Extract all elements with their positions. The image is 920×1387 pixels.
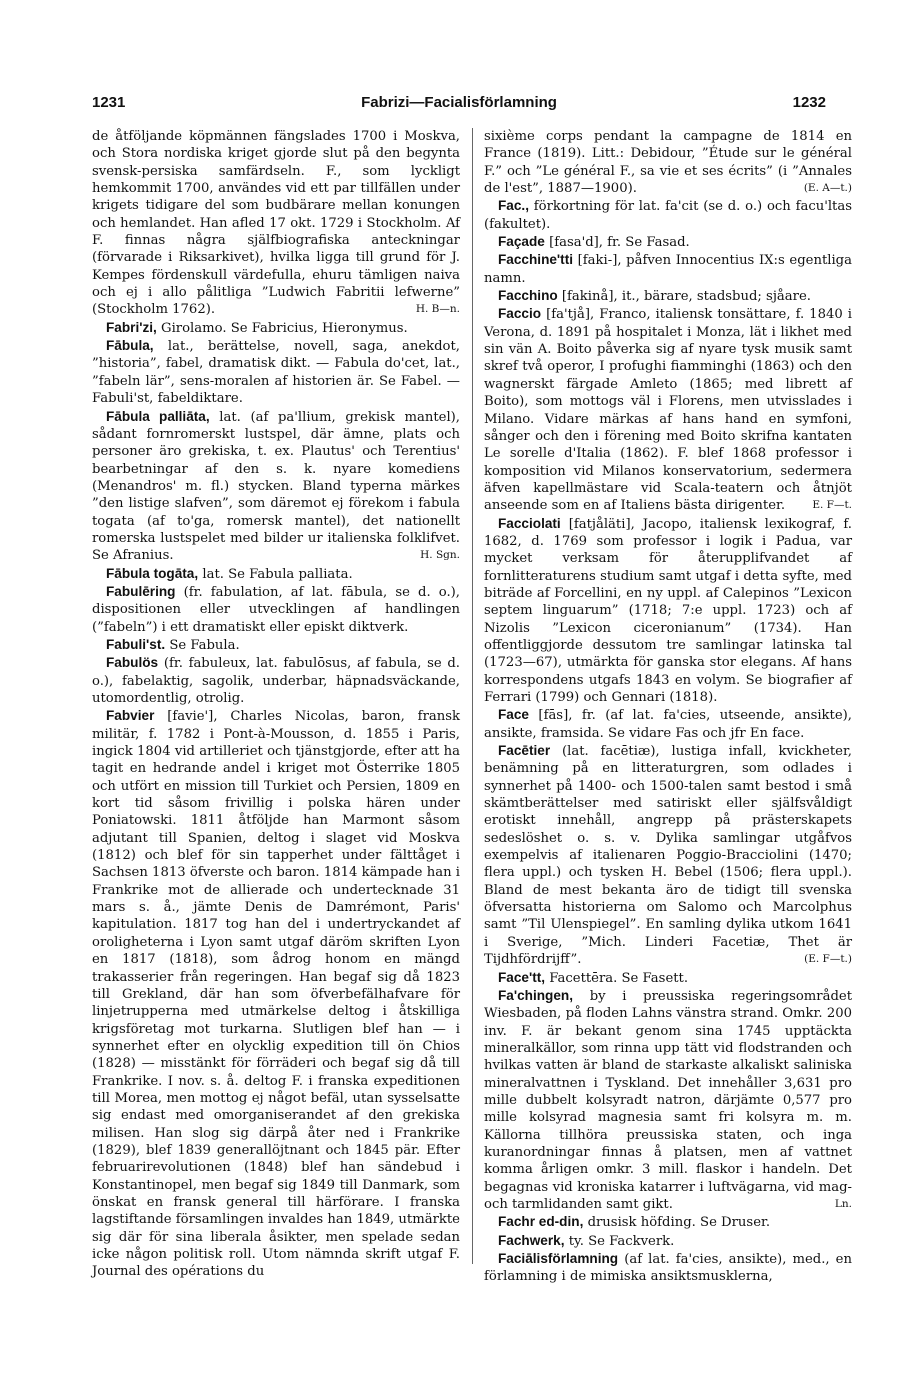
entry-text: Girolamo. Se Fabricius, Hieronymus. <box>161 320 408 336</box>
entry-headword: Fabulös <box>106 655 159 671</box>
entry-headword: Fabri'zi, <box>106 319 157 335</box>
entry-text: förkortning för lat. fa'cit (se d. o.) och facu'ltas (fakultet). <box>484 199 852 232</box>
entry-text: sixième corps pendant la campagne de 1814 en France (1819). Litt.: Debidour, ”Étude sur le général F.” och ”Le général F., sa vie et ses écrits” (i ”Annales de l'est”, 1887—1900). <box>484 129 852 197</box>
author-signature: H. B—n. <box>415 303 460 316</box>
left-column <box>92 128 460 1281</box>
entry-headword: Fabuli'st. <box>106 636 166 652</box>
author-signature: (E. A—t.) <box>803 182 852 195</box>
dictionary-entry <box>484 251 852 287</box>
entry-text: (af lat. fa'cies, ansikte), med., en förlamning i de mimiska ansiktsmusklerna, <box>484 1252 852 1285</box>
entry-text: [fās], fr. (af lat. fa'cies, utseende, ansikte), ansikte, framsida. Se vidare Fas och jfr En face. <box>484 708 852 741</box>
entry-text: de åtföljande köpmännen fängslades 1700 i Moskva, och Stora nordiska kriget gjorde slut på den begynta svensk-persiska samfärdseln. F., som lyckligt hemkommit 1700, användes vid ett par tillfällen under krigets tidigare del som budbärare mellan konungen och hemlandet. Han afled 17 okt. 1729 i Stockholm. Af F. finnas några själfbiografiska anteckningar (förvarade i Riksarkivet), hvilka ligga till grund för J. Kempes fördenskull värdefulla, ehuru tämligen naiva och ej i allo pålitliga ”Ludwich Fabritii lefwerne” (Stockholm 1762). <box>92 129 460 318</box>
dictionary-entry <box>484 305 852 514</box>
dictionary-entry <box>484 969 852 987</box>
dictionary-entry <box>92 337 460 407</box>
author-signature: H. Sgn. <box>420 549 460 562</box>
dictionary-entry <box>92 408 460 565</box>
dictionary-entry <box>484 128 852 197</box>
entry-text: lat. Se Fabula palliata. <box>202 566 353 582</box>
dictionary-entry <box>92 565 460 583</box>
entry-headword: Fa'chingen, <box>498 987 573 1003</box>
entry-text: Facettēra. Se Fasett. <box>549 970 689 986</box>
author-signature: Ln. <box>834 1197 852 1210</box>
dictionary-entry <box>484 515 852 707</box>
dictionary-entry <box>92 654 460 707</box>
entry-text: lat. (af pa'llium, grekisk mantel), sådant fornromerskt lustspel, där ämne, plats och personer äro grekiska, t. ex. Plautus' och Terentius' bearbetningar af den s. k. nyare komediens (Menandros' m. fl.) stycken. Bland typerna märkes ”den listige slafven”, som däremot ej förekom i fabula togata (af to'ga, romersk mantel), det nationellt romerska lustspelet med bilder ur italienska folklifvet. Se Afranius. <box>92 409 460 564</box>
entry-headword: Face <box>498 707 529 723</box>
entry-headword: Face'tt, <box>498 969 546 985</box>
dictionary-entry <box>484 287 852 305</box>
entry-headword: Fābula palliāta, <box>106 408 210 424</box>
dictionary-entry <box>92 707 460 1280</box>
entry-headword: Façade <box>498 234 545 250</box>
entry-text: [fakinå], it., bärare, stadsbud; sjåare. <box>561 289 811 305</box>
page-number-right: 1232 <box>792 94 826 111</box>
entry-text: (lat. facētiæ), lustiga infall, kvickheter, benämning på en litteraturgren, som odlades i synnerhet på 1400- och 1500-talen samt bestod i små skämtberättelser med satiriskt eller själfsvåldigt erotiskt innehåll, angrepp på prästerskapets sedeslöshet o. s. v. Dylika samlingar utgåfvos exempelvis af italienaren Poggio-Bracciolini (1470; flera uppl.) och tysken H. Bebel (1506; flera uppl.). Bland de mest bekanta äro de tidigt till svenska öfversatta historierna om Salomo och Marcolphus samt ”Til Ulenspiegel”. En samling dylika utkom 1641 i Sverige, ”Mich. Linderi Facetiæ, Thet är Tijdhfördrijff”. <box>484 744 852 968</box>
page-header <box>92 94 826 118</box>
entry-text: (fr. fabulation, af lat. fābula, se d. o.), dispositionen eller utvecklingen af handlingen (”fabeln”) i ett dramatiskt eller episkt diktverk. <box>92 584 460 635</box>
page-number-left: 1231 <box>92 94 126 111</box>
entry-headword: Faccio <box>498 306 542 322</box>
dictionary-entry <box>484 1232 852 1250</box>
entry-headword: Facchine'tti <box>498 252 573 268</box>
entry-headword: Fabvier <box>106 708 155 724</box>
entry-text: drusisk höfding. Se Druser. <box>587 1215 771 1231</box>
dictionary-entry <box>484 233 852 251</box>
entry-text: by i preussiska regeringsområdet Wiesbaden, på floden Lahns vänstra strand. Omkr. 200 inv. F. är bekant genom sina 1745 upptäckta mineralkällor, som rinna upp tätt vid flodstranden och hvilkas vatten är bland de starkaste alkaliskt saliniska mineralvattnen i Tyskland. Det innehåller 3,631 pro mille dubbelt kolsyradt natron, därjämte 0,577 pro mille kolsyrad magnesia samt fri kolsyra m. m. Källorna tillhöra preussiska staten, och inga kuranordningar finnas å platsen, men af vattnet komma årligen omkr. 3 mill. flaskor i handeln. Det begagnas vid kroniska katarrer i luftvägarna, vid mag- och tarmlidanden samt gikt. <box>484 988 852 1212</box>
entry-text: lat., berättelse, novell, saga, anekdot, ”historia”, fabel, dramatisk dikt. — Fabula do'cet, lat., ”fabeln lär”, sens-moralen af historien är. Se Fabel. — Fabuli'st, fabeldiktare. <box>92 339 460 407</box>
entry-text: Se Fabula. <box>169 637 240 653</box>
entry-text: (fr. fabuleux, lat. fabulōsus, af fabula, se d. o.), fabelaktig, sagolik, underbar, häpnadsväckande, utomordentlig, otrolig. <box>92 656 460 706</box>
entry-headword: Fachr ed-din, <box>498 1214 584 1230</box>
dictionary-entry <box>92 636 460 654</box>
column-divider <box>472 128 473 1264</box>
dictionary-entry <box>484 742 852 968</box>
author-signature: E. F—t. <box>812 499 852 512</box>
entry-headword: Facētier <box>498 743 551 759</box>
dictionary-entry <box>484 1250 852 1286</box>
entry-headword: Fachwerk, <box>498 1232 565 1248</box>
dictionary-entry <box>484 1213 852 1231</box>
entry-headword: Facciolati <box>498 515 561 531</box>
author-signature: (E. F—t.) <box>804 953 852 966</box>
entry-headword: Fabulēring <box>106 583 176 599</box>
entry-headword: Fābula togāta, <box>106 565 199 581</box>
entry-text: [fa'tjå], Franco, italiensk tonsättare, f. 1840 i Verona, d. 1891 på hospitalet i Monza, lät i likhet med sin vän A. Boito påverka sig af nyare tysk musik samt skref två operor, I profughi fiamminghi (1863) och den wagnerskt färgade Amleto (1865; med librett af Boito), som mottogs väl i Florens, men utvisslades i Milano. Vidare märkas af hans hand en symfoni, sånger och den i förening med Boito skrifna kantaten Le sorelle d'Italia (1862). F. blef 1868 professor i komposition vid Milanos konservatorium, sedermera äfven kapellmästare vid Scala-teatern och åtnjöt anseende som en af Italiens bästa dirigenter. <box>484 307 852 514</box>
entry-headword: Faciālisförlamning <box>498 1251 619 1266</box>
dictionary-entry <box>484 197 852 233</box>
entry-headword: Fac., <box>498 198 529 214</box>
running-title: Fabrizi—Facialisförlamning <box>361 94 557 111</box>
dictionary-entry <box>92 583 460 636</box>
dictionary-entry <box>92 319 460 337</box>
dictionary-entry <box>484 706 852 742</box>
entry-text: [fatjåläti], Jacopo, italiensk lexikograf, f. 1682, d. 1769 som professor i logik i Padua, var mycket verksam för återupplifvandet af fornlitteraturens studium samt utgaf i detta syfte, med biträde af Forcellini, en ny uppl. af Calepinos ”Lexicon septem linguarum” (1718; 7:e uppl. 1723) och af Nizolis ”Lexicon ciceronianum” (1734). Han offentliggjorde dessutom tre samlingar latinska tal (1723—67), utmärkta för ganska stor elegans. Af hans korrespondens utgafs 1843 en volym. Se biografier af Ferrari (1799) och Gennari (1818). <box>484 516 852 705</box>
entry-text: [favie'], Charles Nicolas, baron, fransk militär, f. 1782 i Pont-à-Mousson, d. 1855 i Paris, ingick 1804 vid artilleriet och tjänstgjorde, efter att ha tagit en hedrande andel i kriget mot Österrike 1805 och utfört en mission till Turkiet och Persien, 1809 en kort tid såsom frivillig i polska hären under Poniatowski. 1811 åtföljde han Marmont såsom adjutant till Spanien, deltog i slaget vid Moskva (1812) och blef för sin tapperhet under fälttåget i Sachsen 1813 öfverste och baron. 1814 kämpade han i Frankrike mot de allierade och undertecknade 31 mars s. å., jämte Denis de Damrémont, Paris' kapitulation. 1817 tog han del i undertryckandet af oroligheterna i Lyon samt utgaf däröm skriften Lyon en 1817 (1818), som ådrog honom en mängd trakasserier från regeringen. Han begaf sig då 1823 till Grekland, där han som öfverbefälhafvare för linjetrupperna med utmärkelse deltog i åtskilliga krigsföretag mot turkarna. Slutligen blef han — i synnerhet efter en olycklig expedition till ön Chios (1828) — misstänkt för förräderi och begaf sig då till Frankrike. I nov. s. å. deltog F. i franska expeditionen till Morea, men mottog ej något befäl, utan sysselsatte sig endast med omorganiserandet af den grekiska milisen. Han slog sig därpå åter ned i Frankrike (1829), blef 1839 generallöjtnant och 1845 pär. Efter februarirevolutionen (1848) blef han sändebud i Konstantinopel, men begaf sig 1849 till Danmark, som önskat en fransk general till härförare. I franska lagstiftande församlingen invaldes han 1849, utmärkte sig där för sina liberala åsikter, men spelade sedan icke någon politisk roll. Utom nämnda skrift utgaf F. Journal des opérations du <box>92 709 460 1280</box>
dictionary-entry <box>92 128 460 319</box>
entry-text: ty. Se Fackverk. <box>568 1233 675 1249</box>
dictionary-entry <box>484 987 852 1213</box>
entry-text: [fasa'd], fr. Se Fasad. <box>549 235 690 251</box>
entry-text: [faki-], påfven Innocentius IX:s egentliga namn. <box>484 253 852 286</box>
right-column <box>484 128 852 1286</box>
entry-headword: Fābula, <box>106 338 154 354</box>
entry-headword: Facchino <box>498 288 558 304</box>
